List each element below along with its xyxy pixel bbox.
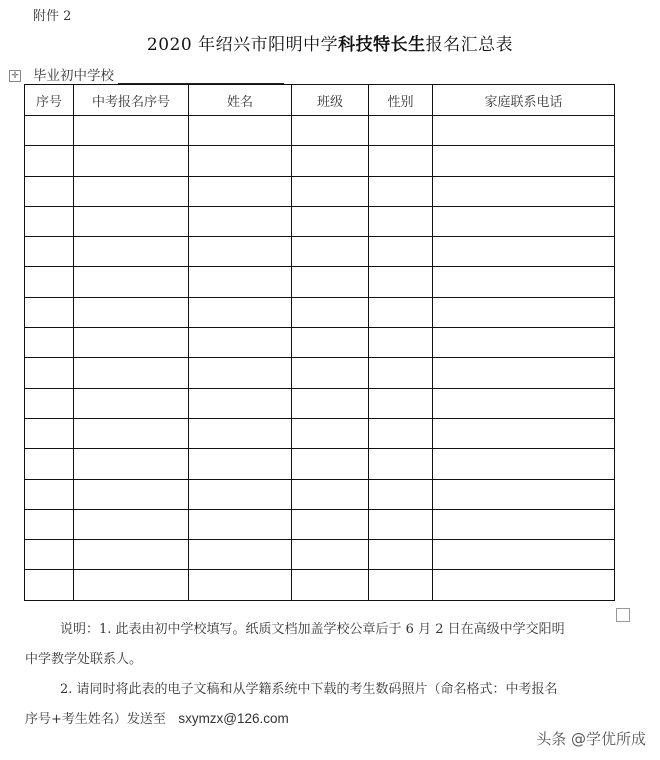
- table-cell[interactable]: [369, 418, 433, 448]
- table-cell[interactable]: [25, 176, 74, 206]
- table-cell[interactable]: [74, 388, 189, 418]
- table-cell[interactable]: [25, 358, 74, 388]
- table-cell[interactable]: [74, 206, 189, 236]
- table-cell[interactable]: [369, 297, 433, 327]
- table-cell[interactable]: [25, 509, 74, 539]
- title-prefix: 2020 年绍兴市阳明中学: [146, 35, 339, 55]
- table-cell[interactable]: [292, 479, 369, 509]
- table-cell[interactable]: [74, 297, 189, 327]
- note-2-line-2-text: 序号+考生姓名）发送至: [25, 712, 166, 727]
- table-cell[interactable]: [433, 146, 615, 176]
- table-cell[interactable]: [189, 176, 292, 206]
- table-cell[interactable]: [25, 540, 74, 570]
- table-cell[interactable]: [369, 267, 433, 297]
- table-row: [25, 418, 615, 448]
- table-cell[interactable]: [25, 570, 74, 600]
- table-row: [25, 509, 615, 539]
- table-cell[interactable]: [74, 418, 189, 448]
- table-cell[interactable]: [369, 479, 433, 509]
- table-cell[interactable]: [369, 509, 433, 539]
- table-cell[interactable]: [189, 388, 292, 418]
- col-header-class: 班级: [292, 85, 369, 116]
- table-cell[interactable]: [433, 388, 615, 418]
- table-cell[interactable]: [433, 206, 615, 236]
- table-cell[interactable]: [25, 237, 74, 267]
- table-cell[interactable]: [25, 206, 74, 236]
- table-cell[interactable]: [433, 237, 615, 267]
- table-cell[interactable]: [189, 237, 292, 267]
- email-address: sxymzx@126.com: [178, 711, 289, 726]
- table-cell[interactable]: [292, 237, 369, 267]
- table-cell[interactable]: [189, 540, 292, 570]
- table-cell[interactable]: [369, 328, 433, 358]
- table-cell[interactable]: [433, 267, 615, 297]
- table-cell[interactable]: [292, 418, 369, 448]
- table-cell[interactable]: [189, 116, 292, 146]
- table-header-row: [25, 85, 615, 116]
- table-cell[interactable]: [189, 479, 292, 509]
- col-header-gender: 性别: [369, 85, 433, 116]
- table-row: [25, 540, 615, 570]
- table-row: [25, 206, 615, 236]
- table-row: [25, 328, 615, 358]
- table-cell[interactable]: [25, 146, 74, 176]
- col-header-phone: 家庭联系电话: [433, 85, 615, 116]
- table-cell[interactable]: [292, 540, 369, 570]
- table-row: [25, 176, 615, 206]
- school-field-input[interactable]: [118, 69, 284, 84]
- table-cell[interactable]: [433, 509, 615, 539]
- note-2-line-1: 2. 请同时将此表的电子文稿和从学籍系统中下载的考生数码照片（命名格式：中考报名: [60, 682, 558, 697]
- table-cell[interactable]: [369, 206, 433, 236]
- table-cell[interactable]: [292, 509, 369, 539]
- table-cell[interactable]: [369, 570, 433, 600]
- table-cell[interactable]: [189, 449, 292, 479]
- table-row: [25, 388, 615, 418]
- table-cell[interactable]: [74, 116, 189, 146]
- table-cell[interactable]: [74, 540, 189, 570]
- table-cell[interactable]: [25, 449, 74, 479]
- table-cell[interactable]: [369, 358, 433, 388]
- table-cell[interactable]: [189, 328, 292, 358]
- table-cell[interactable]: [25, 116, 74, 146]
- table-cell[interactable]: [25, 479, 74, 509]
- table-cell[interactable]: [189, 297, 292, 327]
- table-cell[interactable]: [74, 267, 189, 297]
- table-cell[interactable]: [433, 328, 615, 358]
- watermark: 头条 @学优所成: [536, 730, 646, 748]
- table-cell[interactable]: [189, 418, 292, 448]
- table-cell[interactable]: [292, 449, 369, 479]
- table-cell[interactable]: [74, 328, 189, 358]
- table-cell[interactable]: [292, 206, 369, 236]
- table-cell[interactable]: [74, 479, 189, 509]
- table-row: [25, 297, 615, 327]
- table-cell[interactable]: [433, 358, 615, 388]
- table-cell[interactable]: [292, 176, 369, 206]
- col-header-exam-id: 中考报名序号: [74, 85, 189, 116]
- table-cell[interactable]: [189, 267, 292, 297]
- table-cell[interactable]: [74, 449, 189, 479]
- table-cell[interactable]: [433, 570, 615, 600]
- table-cell[interactable]: [433, 116, 615, 146]
- table-cell[interactable]: [74, 146, 189, 176]
- table-cell[interactable]: [74, 237, 189, 267]
- table-cell[interactable]: [433, 479, 615, 509]
- table-cell[interactable]: [369, 237, 433, 267]
- table-cell[interactable]: [292, 328, 369, 358]
- col-header-index: 序号: [25, 85, 74, 116]
- note-2-line-2: [25, 709, 289, 730]
- table-cell[interactable]: [433, 176, 615, 206]
- col-header-name: 姓名: [189, 85, 292, 116]
- table-cell[interactable]: [189, 206, 292, 236]
- table-cell[interactable]: [369, 449, 433, 479]
- table-cell[interactable]: [369, 116, 433, 146]
- table-cell[interactable]: [74, 358, 189, 388]
- title-suffix: 报名汇总表: [425, 35, 514, 55]
- table-cell[interactable]: [292, 297, 369, 327]
- table-cell[interactable]: [369, 540, 433, 570]
- table-cell[interactable]: [292, 146, 369, 176]
- table-cell[interactable]: [25, 267, 74, 297]
- table-cell[interactable]: [25, 418, 74, 448]
- table-cell[interactable]: [292, 570, 369, 600]
- registration-table: [24, 84, 615, 601]
- page-title: [0, 30, 660, 55]
- table-row: [25, 449, 615, 479]
- table-cell[interactable]: [25, 388, 74, 418]
- table-cell[interactable]: [369, 176, 433, 206]
- table-cell[interactable]: [369, 388, 433, 418]
- school-field: [33, 64, 284, 84]
- table-row: [25, 358, 615, 388]
- table-cell[interactable]: [189, 146, 292, 176]
- table-cell[interactable]: [25, 328, 74, 358]
- table-row: [25, 237, 615, 267]
- title-bold: 科技特长生: [338, 35, 426, 55]
- table-cell[interactable]: [292, 116, 369, 146]
- table-cell[interactable]: [74, 176, 189, 206]
- table-row: [25, 146, 615, 176]
- table-row: [25, 479, 615, 509]
- table-cell[interactable]: [74, 509, 189, 539]
- school-field-label: 毕业初中学校: [33, 68, 114, 84]
- attachment-label: 附件 2: [33, 9, 72, 24]
- table-cell[interactable]: [369, 146, 433, 176]
- table-row: [25, 267, 615, 297]
- table-cell[interactable]: [433, 540, 615, 570]
- table-cell[interactable]: [433, 297, 615, 327]
- table-cell[interactable]: [292, 267, 369, 297]
- table-cell[interactable]: [433, 418, 615, 448]
- table-row: [25, 116, 615, 146]
- table-cell[interactable]: [433, 449, 615, 479]
- table-cell[interactable]: [292, 388, 369, 418]
- table-cell[interactable]: [25, 297, 74, 327]
- table-cell[interactable]: [189, 509, 292, 539]
- table-cell[interactable]: [189, 570, 292, 600]
- note-1-line-2: 中学教学处联系人。: [25, 652, 143, 667]
- table-cell[interactable]: [74, 570, 189, 600]
- table-row: [25, 570, 615, 600]
- note-1-line-1: 说明：1. 此表由初中学校填写。纸质文档加盖学校公章后于 6 月 2 日在高级中学交阳明: [60, 622, 565, 637]
- table-cell[interactable]: [189, 358, 292, 388]
- table-cell[interactable]: [292, 358, 369, 388]
- table-move-handle-icon[interactable]: ✛: [9, 70, 21, 82]
